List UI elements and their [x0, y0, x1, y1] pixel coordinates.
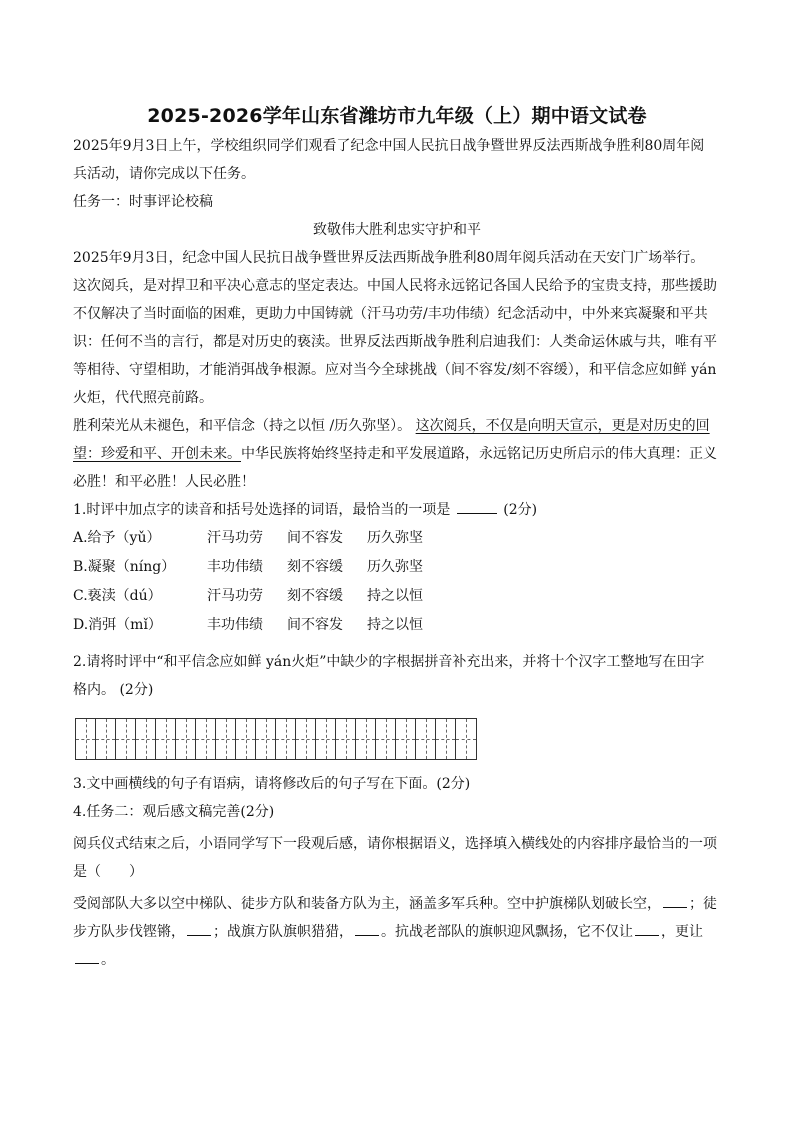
passage-blank-5[interactable] — [75, 949, 99, 964]
option-label: D.消弭（mǐ） — [73, 617, 162, 633]
tianzige-cell[interactable] — [136, 719, 156, 759]
passage-text: 。抗战老部队的旗帜迎风飘扬，它不仅让 — [381, 924, 633, 940]
option-word-1: 丰功伟绩 — [207, 617, 263, 633]
q4-passage-line-2 — [73, 918, 721, 974]
tianzige-cell[interactable] — [456, 719, 476, 759]
q2-line-1: 2.请将时评中“和平信念应如鲜 yán火炬”中缺少的字根据拼音补充出来，并将十个汉字工整地写在田字 — [73, 654, 705, 670]
article-line-1: 2025年9月3日，纪念中国人民抗日战争暨世界反法西斯战争胜利80周年阅兵活动在天安门广场举行。 — [73, 250, 705, 266]
option-word-2: 间不容发 — [287, 530, 343, 546]
underlined-sentence-part-2: 望：珍爱和平、开创未来。 — [73, 446, 241, 462]
article-line-3: 不仅解决了当时面临的困难，更助力中国铸就（汗马功劳/丰功伟绩）纪念活动中，中外来宾凝聚和平共 — [73, 306, 708, 322]
passage-text: 。 — [101, 952, 115, 968]
option-word-3: 持之以恒 — [367, 617, 423, 633]
option-word-1: 丰功伟绩 — [207, 559, 263, 575]
q4-line-1: 阅兵仪式结束之后，小语同学写下一段观后感，请你根据语义，选择填入横线处的内容排序最恰当的一项 — [73, 836, 717, 852]
para2-line-1 — [73, 412, 721, 440]
option-label: C.亵渎（dú） — [73, 588, 162, 604]
passage-text: ；徒 — [689, 896, 717, 912]
passage-blank-1[interactable] — [663, 893, 687, 908]
para2-tail-1: 中华民族将始终坚持走和平发展道路，永远铭记历史所启示的伟大真理：正义 — [241, 446, 717, 462]
tianzige-cell[interactable] — [376, 719, 396, 759]
q3-text: 3.文中画横线的句子有语病，请将修改后的句子写在下面。(2分) — [73, 776, 471, 792]
task1-heading: 任务一：时事评论校稿 — [73, 194, 213, 210]
option-word-3: 历久弥坚 — [367, 559, 423, 575]
q1-stem: 1.时评中加点字的读音和括号处选择的词语，最恰当的一项是 — [73, 502, 451, 518]
tianzige-cell[interactable] — [416, 719, 436, 759]
option-word-3: 历久弥坚 — [367, 530, 423, 546]
intro-line-1: 2025年9月3日上午，学校组织同学们观看了纪念中国人民抗日战争暨世界反法西斯战争胜利80周年阅 — [73, 138, 705, 154]
tianzige-cell[interactable] — [196, 719, 216, 759]
article-line-2: 这次阅兵，是对捍卫和平决心意志的坚定表达。中国人民将永远铭记各国人民给予的宝贵支持，那些援助 — [73, 278, 717, 294]
tianzige-grid[interactable] — [75, 718, 477, 760]
option-word-2: 刻不容缓 — [287, 559, 343, 575]
q1-option-d[interactable] — [73, 611, 721, 640]
intro-line-2: 兵活动，请你完成以下任务。 — [73, 166, 255, 182]
underlined-sentence-part-1: 这次阅兵，不仅是向明天宣示，更是对历史的回 — [415, 418, 710, 434]
para2-lead: 胜利荣光从未褪色，和平信念（持之以恒 /历久弥坚）。 — [73, 418, 412, 434]
passage-text: 受阅部队大多以空中梯队、徒步方队和装备方队为主，涵盖多军兵种。空中护旗梯队划破长空， — [73, 896, 661, 912]
passage-text: 步方队步伐铿锵， — [73, 924, 185, 940]
tianzige-cell[interactable] — [316, 719, 336, 759]
q4-heading: 4.任务二：观后感文稿完善(2分) — [73, 804, 275, 820]
tianzige-cell[interactable] — [276, 719, 296, 759]
q1-option-c[interactable] — [73, 582, 721, 611]
tianzige-cell[interactable] — [236, 719, 256, 759]
tianzige-cell[interactable] — [116, 719, 136, 759]
option-word-1: 汗马功劳 — [207, 530, 263, 546]
tianzige-cell[interactable] — [176, 719, 196, 759]
option-word-2: 间不容发 — [287, 617, 343, 633]
tianzige-cell[interactable] — [256, 719, 276, 759]
tianzige-cell[interactable] — [76, 719, 96, 759]
q1-stem-line — [73, 496, 721, 524]
passage-blank-3[interactable] — [355, 921, 379, 936]
tianzige-cell[interactable] — [96, 719, 116, 759]
tianzige-cell[interactable] — [356, 719, 376, 759]
passage-blank-4[interactable] — [635, 921, 659, 936]
passage-blank-2[interactable] — [187, 921, 211, 936]
para2-line-2 — [73, 440, 721, 468]
option-word-3: 持之以恒 — [367, 588, 423, 604]
option-word-2: 刻不容缓 — [287, 588, 343, 604]
tianzige-cell[interactable] — [156, 719, 176, 759]
article-line-5: 等相待、守望相助，才能消弭战争根源。应对当今全球挑战（间不容发/刻不容缓），和平信念应如鲜 yán — [73, 362, 717, 378]
passage-text: ，更让 — [661, 924, 703, 940]
option-label: A.给予（yǔ） — [73, 530, 161, 546]
q1-score: (2分) — [503, 502, 538, 518]
article-line-4: 识：任何不当的言行，都是对历史的亵渎。世界反法西斯战争胜利启迪我们：人类命运休戚与共，唯有平 — [73, 334, 717, 350]
q1-option-b[interactable] — [73, 553, 721, 582]
q1-answer-blank[interactable] — [457, 499, 497, 514]
tianzige-cell[interactable] — [396, 719, 416, 759]
tianzige-cell[interactable] — [336, 719, 356, 759]
q4-passage-line-1 — [73, 890, 721, 918]
q2-line-2: 格内。 (2分) — [73, 682, 154, 698]
option-label: B.凝聚（níng） — [73, 559, 176, 575]
article-line-6: 火炬，代代照亮前路。 — [73, 390, 213, 406]
option-word-1: 汗马功劳 — [207, 588, 263, 604]
passage-text: ；战旗方队旗帜猎猎， — [213, 924, 353, 940]
exam-page — [73, 100, 721, 974]
q4-line-2: 是（ ） — [73, 864, 143, 880]
q1-option-a[interactable] — [73, 524, 721, 553]
tianzige-cell[interactable] — [296, 719, 316, 759]
tianzige-cell[interactable] — [436, 719, 456, 759]
para2-line-3: 必胜！和平必胜！人民必胜！ — [73, 474, 255, 490]
tianzige-cell[interactable] — [216, 719, 236, 759]
page-title: 2025-2026学年山东省潍坊市九年级（上）期中语文试卷 — [147, 105, 647, 127]
article-title: 致敬伟大胜利忠实守护和平 — [313, 222, 481, 238]
